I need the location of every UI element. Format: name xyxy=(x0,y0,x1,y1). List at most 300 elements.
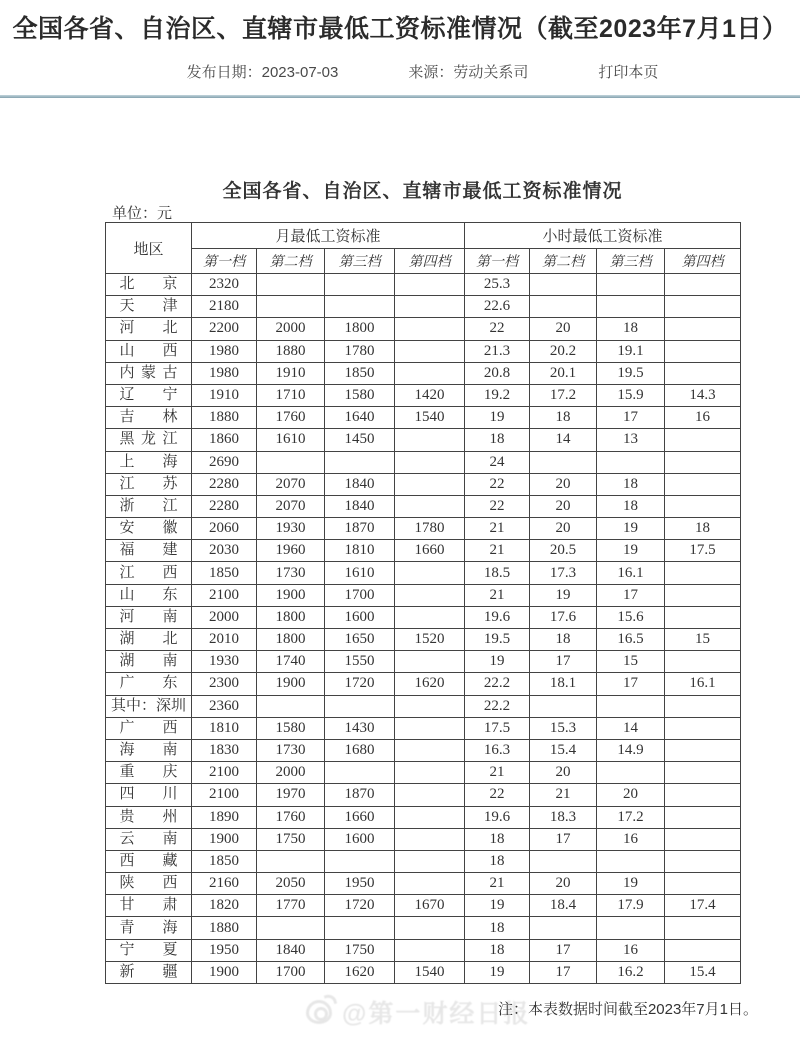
value-cell: 1950 xyxy=(325,873,395,895)
value-cell: 1720 xyxy=(325,895,395,917)
col-header-region: 地区 xyxy=(106,223,192,274)
table-row xyxy=(106,407,741,429)
table-row xyxy=(106,873,741,895)
value-cell xyxy=(530,451,597,473)
value-cell: 2180 xyxy=(192,296,257,318)
value-cell: 1540 xyxy=(395,961,465,983)
value-cell: 20 xyxy=(530,318,597,340)
value-cell xyxy=(597,695,665,717)
value-cell xyxy=(395,850,465,872)
value-cell xyxy=(325,451,395,473)
table-row xyxy=(106,895,741,917)
minimum-wage-table xyxy=(105,222,741,984)
value-cell: 1660 xyxy=(325,806,395,828)
watermark xyxy=(306,994,530,1030)
region-cell xyxy=(106,540,192,562)
region-name: 河南 xyxy=(119,608,178,625)
watermark-text: @第一财经日报 xyxy=(342,1000,531,1028)
region-name: 北京 xyxy=(119,276,178,293)
value-cell xyxy=(395,473,465,495)
value-cell xyxy=(325,917,395,939)
value-cell: 15.6 xyxy=(597,606,665,628)
region-cell xyxy=(106,917,192,939)
value-cell: 16 xyxy=(597,828,665,850)
value-cell: 2280 xyxy=(192,473,257,495)
weibo-eye-icon xyxy=(306,1000,332,1024)
region-name: 贵州 xyxy=(119,808,178,825)
region-cell xyxy=(106,850,192,872)
value-cell: 2320 xyxy=(192,274,257,296)
value-cell: 1850 xyxy=(192,562,257,584)
value-cell: 2000 xyxy=(192,606,257,628)
value-cell: 1750 xyxy=(257,828,325,850)
value-cell: 16.3 xyxy=(465,739,530,761)
region-name: 山西 xyxy=(119,342,178,359)
value-cell: 1550 xyxy=(325,651,395,673)
value-cell: 16 xyxy=(597,939,665,961)
value-cell xyxy=(665,584,741,606)
table-row xyxy=(106,939,741,961)
value-cell: 18.1 xyxy=(530,673,597,695)
value-cell: 22 xyxy=(465,473,530,495)
value-cell: 15.4 xyxy=(530,739,597,761)
value-cell: 19.6 xyxy=(465,606,530,628)
value-cell: 22 xyxy=(465,495,530,517)
col-header-tier: 第四档 xyxy=(395,249,465,274)
region-name: 山东 xyxy=(119,586,178,603)
region-name: 湖南 xyxy=(119,653,178,670)
region-cell xyxy=(106,562,192,584)
value-cell: 15 xyxy=(597,651,665,673)
value-cell: 18 xyxy=(465,828,530,850)
value-cell: 21 xyxy=(465,518,530,540)
table-row xyxy=(106,562,741,584)
col-header-tier: 第三档 xyxy=(325,249,395,274)
region-name: 浙江 xyxy=(119,497,178,514)
region-cell xyxy=(106,606,192,628)
value-cell: 1900 xyxy=(257,584,325,606)
table-row xyxy=(106,651,741,673)
region-name: 广东 xyxy=(119,675,178,692)
region-name: 甘肃 xyxy=(119,897,178,914)
value-cell: 2690 xyxy=(192,451,257,473)
region-name: 西藏 xyxy=(119,852,178,869)
region-cell xyxy=(106,895,192,917)
region-cell xyxy=(106,318,192,340)
col-header-tier: 第一档 xyxy=(192,249,257,274)
value-cell: 1620 xyxy=(325,961,395,983)
region-name: 海南 xyxy=(119,742,178,759)
header-tier-row xyxy=(106,249,741,274)
value-cell: 2100 xyxy=(192,762,257,784)
value-cell: 1740 xyxy=(257,651,325,673)
value-cell: 1610 xyxy=(257,429,325,451)
value-cell xyxy=(395,340,465,362)
value-cell: 1840 xyxy=(325,473,395,495)
value-cell xyxy=(325,296,395,318)
value-cell: 21.3 xyxy=(465,340,530,362)
table-row xyxy=(106,296,741,318)
value-cell xyxy=(597,917,665,939)
value-cell: 19.5 xyxy=(465,629,530,651)
value-cell: 1760 xyxy=(257,407,325,429)
value-cell xyxy=(395,717,465,739)
value-cell: 1650 xyxy=(325,629,395,651)
value-cell: 1860 xyxy=(192,429,257,451)
value-cell: 20 xyxy=(530,495,597,517)
value-cell: 2360 xyxy=(192,695,257,717)
value-cell: 19 xyxy=(465,895,530,917)
region-name: 福建 xyxy=(119,542,178,559)
value-cell xyxy=(395,695,465,717)
table-row xyxy=(106,473,741,495)
region-cell xyxy=(106,451,192,473)
value-cell: 2100 xyxy=(192,584,257,606)
col-header-tier: 第三档 xyxy=(597,249,665,274)
value-cell: 1670 xyxy=(395,895,465,917)
value-cell: 19 xyxy=(597,518,665,540)
value-cell: 1770 xyxy=(257,895,325,917)
value-cell: 1420 xyxy=(395,384,465,406)
region-cell xyxy=(106,695,192,717)
unit-label: 单位：元 xyxy=(112,205,173,222)
value-cell: 1840 xyxy=(257,939,325,961)
value-cell: 2010 xyxy=(192,629,257,651)
value-cell: 1430 xyxy=(325,717,395,739)
value-cell: 1680 xyxy=(325,739,395,761)
value-cell xyxy=(665,739,741,761)
value-cell: 1620 xyxy=(395,673,465,695)
value-cell: 1700 xyxy=(325,584,395,606)
value-cell xyxy=(257,917,325,939)
value-cell: 1900 xyxy=(257,673,325,695)
value-cell: 20 xyxy=(530,518,597,540)
value-cell: 22.6 xyxy=(465,296,530,318)
value-cell: 17.6 xyxy=(530,606,597,628)
region-name: 青海 xyxy=(119,919,178,936)
value-cell: 16.2 xyxy=(597,961,665,983)
value-cell: 19 xyxy=(465,651,530,673)
value-cell: 1710 xyxy=(257,384,325,406)
region-cell xyxy=(106,473,192,495)
value-cell xyxy=(665,828,741,850)
value-cell: 21 xyxy=(465,762,530,784)
value-cell: 2050 xyxy=(257,873,325,895)
value-cell: 1810 xyxy=(325,540,395,562)
value-cell xyxy=(530,917,597,939)
region-name: 安徽 xyxy=(119,520,178,537)
value-cell: 16.5 xyxy=(597,629,665,651)
value-cell: 14.9 xyxy=(597,739,665,761)
value-cell: 1450 xyxy=(325,429,395,451)
col-header-tier: 第二档 xyxy=(257,249,325,274)
value-cell: 1890 xyxy=(192,806,257,828)
value-cell: 1720 xyxy=(325,673,395,695)
page-title: 全国各省、自治区、直辖市最低工资标准情况（截至2023年7月1日） xyxy=(12,15,788,43)
table-row xyxy=(106,806,741,828)
value-cell: 2160 xyxy=(192,873,257,895)
value-cell: 1950 xyxy=(192,939,257,961)
table-row xyxy=(106,762,741,784)
value-cell xyxy=(665,318,741,340)
value-cell: 1910 xyxy=(192,384,257,406)
table-row xyxy=(106,606,741,628)
region-name: 其中：深圳 xyxy=(110,697,186,714)
table-row xyxy=(106,584,741,606)
value-cell: 15 xyxy=(665,629,741,651)
value-cell: 1780 xyxy=(395,518,465,540)
table-row xyxy=(106,274,741,296)
value-cell: 20 xyxy=(597,784,665,806)
table-row xyxy=(106,828,741,850)
value-cell: 1730 xyxy=(257,739,325,761)
value-cell: 21 xyxy=(465,873,530,895)
value-cell xyxy=(665,362,741,384)
value-cell xyxy=(597,451,665,473)
value-cell: 17 xyxy=(597,584,665,606)
value-cell xyxy=(597,274,665,296)
region-name: 江苏 xyxy=(119,475,178,492)
value-cell: 2280 xyxy=(192,495,257,517)
value-cell xyxy=(257,850,325,872)
value-cell: 19 xyxy=(465,961,530,983)
value-cell: 2000 xyxy=(257,318,325,340)
value-cell: 17.2 xyxy=(597,806,665,828)
value-cell: 20.2 xyxy=(530,340,597,362)
value-cell: 1880 xyxy=(192,407,257,429)
value-cell: 2070 xyxy=(257,495,325,517)
print-page-link[interactable]: 打印本页 xyxy=(598,64,659,81)
value-cell: 17.2 xyxy=(530,384,597,406)
value-cell: 17 xyxy=(530,939,597,961)
value-cell: 17.3 xyxy=(530,562,597,584)
value-cell xyxy=(597,762,665,784)
value-cell: 18.5 xyxy=(465,562,530,584)
region-cell xyxy=(106,651,192,673)
table-row xyxy=(106,784,741,806)
region-cell xyxy=(106,274,192,296)
value-cell xyxy=(395,429,465,451)
region-cell xyxy=(106,961,192,983)
value-cell: 2200 xyxy=(192,318,257,340)
value-cell xyxy=(395,451,465,473)
value-cell: 1980 xyxy=(192,340,257,362)
value-cell xyxy=(665,784,741,806)
publish-date-label: 发布日期：2023-07-03 xyxy=(186,64,339,81)
value-cell xyxy=(395,584,465,606)
value-cell: 18 xyxy=(597,318,665,340)
value-cell: 1960 xyxy=(257,540,325,562)
value-cell xyxy=(395,762,465,784)
table-row xyxy=(106,495,741,517)
value-cell: 1840 xyxy=(325,495,395,517)
value-cell xyxy=(665,850,741,872)
value-cell: 15.4 xyxy=(665,961,741,983)
value-cell: 17.4 xyxy=(665,895,741,917)
region-cell xyxy=(106,762,192,784)
table-title: 全国各省、自治区、直辖市最低工资标准情况 xyxy=(222,181,623,202)
header-divider xyxy=(0,95,800,98)
value-cell: 20.5 xyxy=(530,540,597,562)
value-cell: 17 xyxy=(597,673,665,695)
value-cell: 22 xyxy=(465,784,530,806)
table-row xyxy=(106,518,741,540)
value-cell: 1800 xyxy=(325,318,395,340)
region-name: 云南 xyxy=(119,830,178,847)
value-cell xyxy=(665,274,741,296)
value-cell: 19 xyxy=(530,584,597,606)
value-cell: 18 xyxy=(597,495,665,517)
value-cell: 1900 xyxy=(192,961,257,983)
table-row xyxy=(106,540,741,562)
value-cell: 24 xyxy=(465,451,530,473)
value-cell: 21 xyxy=(465,540,530,562)
value-cell: 15.9 xyxy=(597,384,665,406)
value-cell: 16 xyxy=(665,407,741,429)
value-cell xyxy=(665,606,741,628)
region-name: 天津 xyxy=(119,298,178,315)
value-cell: 1580 xyxy=(325,384,395,406)
value-cell: 1930 xyxy=(257,518,325,540)
value-cell: 1730 xyxy=(257,562,325,584)
value-cell: 21 xyxy=(465,584,530,606)
value-cell: 18 xyxy=(530,407,597,429)
value-cell xyxy=(325,762,395,784)
value-cell: 19 xyxy=(465,407,530,429)
value-cell: 19 xyxy=(597,540,665,562)
value-cell xyxy=(665,873,741,895)
value-cell: 20 xyxy=(530,762,597,784)
value-cell: 1800 xyxy=(257,606,325,628)
value-cell: 1900 xyxy=(192,828,257,850)
value-cell xyxy=(395,495,465,517)
value-cell xyxy=(597,296,665,318)
value-cell: 22.2 xyxy=(465,695,530,717)
value-cell xyxy=(530,695,597,717)
value-cell: 25.3 xyxy=(465,274,530,296)
region-cell xyxy=(106,495,192,517)
value-cell xyxy=(395,606,465,628)
value-cell: 1970 xyxy=(257,784,325,806)
value-cell: 17.5 xyxy=(465,717,530,739)
col-group-hourly: 小时最低工资标准 xyxy=(465,223,741,249)
region-name: 四川 xyxy=(119,786,178,803)
value-cell: 2300 xyxy=(192,673,257,695)
value-cell: 22.2 xyxy=(465,673,530,695)
value-cell: 20 xyxy=(530,873,597,895)
value-cell: 17.9 xyxy=(597,895,665,917)
col-header-tier: 第四档 xyxy=(665,249,741,274)
value-cell xyxy=(325,274,395,296)
value-cell xyxy=(395,362,465,384)
footnote: 注：本表数据时间截至2023年7月1日。 xyxy=(497,1001,758,1018)
region-cell xyxy=(106,784,192,806)
value-cell: 17.5 xyxy=(665,540,741,562)
region-cell xyxy=(106,806,192,828)
value-cell: 2000 xyxy=(257,762,325,784)
value-cell: 1610 xyxy=(325,562,395,584)
value-cell: 18 xyxy=(597,473,665,495)
region-name: 辽宁 xyxy=(119,387,178,404)
region-name: 上海 xyxy=(119,453,178,470)
value-cell xyxy=(257,695,325,717)
region-cell xyxy=(106,939,192,961)
value-cell: 18.3 xyxy=(530,806,597,828)
value-cell xyxy=(325,695,395,717)
region-name: 湖北 xyxy=(119,631,178,648)
table-row xyxy=(106,384,741,406)
value-cell: 16.1 xyxy=(597,562,665,584)
value-cell: 1800 xyxy=(257,629,325,651)
table-row xyxy=(106,695,741,717)
value-cell: 19.6 xyxy=(465,806,530,828)
value-cell xyxy=(395,873,465,895)
region-cell xyxy=(106,429,192,451)
value-cell xyxy=(597,850,665,872)
table-row xyxy=(106,451,741,473)
value-cell xyxy=(395,739,465,761)
value-cell: 1910 xyxy=(257,362,325,384)
region-name: 河北 xyxy=(119,320,178,337)
value-cell: 18 xyxy=(465,429,530,451)
region-cell xyxy=(106,384,192,406)
value-cell: 18 xyxy=(530,629,597,651)
value-cell xyxy=(665,762,741,784)
region-name: 江西 xyxy=(119,564,178,581)
value-cell: 1820 xyxy=(192,895,257,917)
value-cell: 22 xyxy=(465,318,530,340)
value-cell: 1850 xyxy=(192,850,257,872)
value-cell: 2070 xyxy=(257,473,325,495)
value-cell: 14.3 xyxy=(665,384,741,406)
value-cell: 1880 xyxy=(192,917,257,939)
region-cell xyxy=(106,296,192,318)
table-row xyxy=(106,739,741,761)
value-cell xyxy=(257,451,325,473)
value-cell: 1930 xyxy=(192,651,257,673)
value-cell: 1540 xyxy=(395,407,465,429)
header-group-row xyxy=(106,223,741,249)
value-cell xyxy=(665,695,741,717)
table-row xyxy=(106,850,741,872)
col-header-tier: 第一档 xyxy=(465,249,530,274)
value-cell xyxy=(395,939,465,961)
region-cell xyxy=(106,629,192,651)
value-cell: 15.3 xyxy=(530,717,597,739)
value-cell xyxy=(665,495,741,517)
value-cell: 1780 xyxy=(325,340,395,362)
value-cell xyxy=(257,274,325,296)
value-cell: 18.4 xyxy=(530,895,597,917)
value-cell: 1600 xyxy=(325,828,395,850)
value-cell: 1880 xyxy=(257,340,325,362)
region-name: 新疆 xyxy=(119,963,178,980)
value-cell xyxy=(530,274,597,296)
value-cell xyxy=(665,717,741,739)
region-name: 吉林 xyxy=(119,409,178,426)
value-cell xyxy=(665,917,741,939)
region-name: 内蒙古 xyxy=(119,364,178,381)
value-cell: 1810 xyxy=(192,717,257,739)
value-cell xyxy=(530,296,597,318)
value-cell: 1870 xyxy=(325,784,395,806)
region-cell xyxy=(106,717,192,739)
value-cell xyxy=(395,784,465,806)
value-cell: 1750 xyxy=(325,939,395,961)
table-row xyxy=(106,340,741,362)
value-cell xyxy=(257,296,325,318)
value-cell xyxy=(665,806,741,828)
